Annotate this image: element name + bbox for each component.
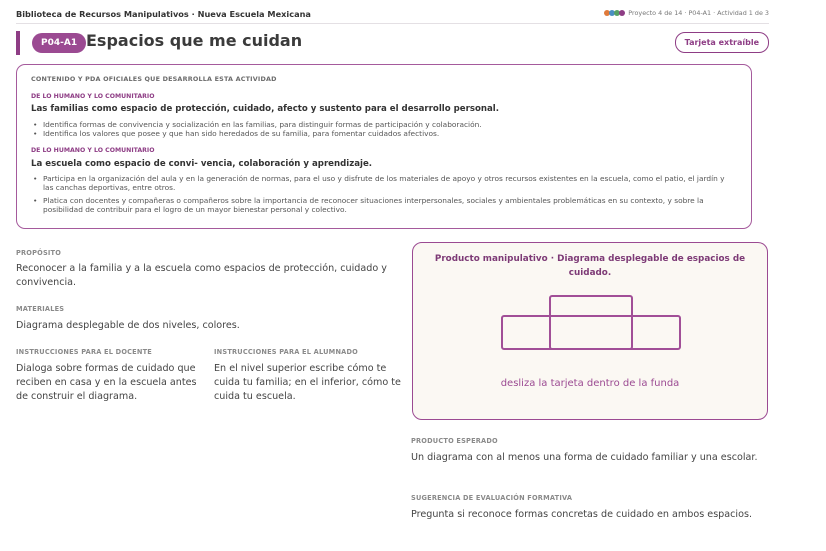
diagram-upper-level (549, 295, 633, 350)
evaluacion-label: SUGERENCIA DE EVALUACIÓN FORMATIVA (411, 494, 573, 502)
header-divider (16, 23, 769, 24)
materiales-label: MATERIALES (16, 305, 65, 313)
alumnado-text: En el nivel superior escribe cómo te cuida tu familia; en el inferior, cómo te cuida tu escuela. (214, 363, 401, 402)
producto-card-title: Producto manipulativo · Diagrama desplegable de espacios de cuidado. (434, 254, 746, 278)
producto-esperado-text: Un diagrama con al menos una forma de cuidado familiar y una escolar. (411, 452, 758, 463)
materiales-text: Diagrama desplegable de dos niveles, colores. (16, 320, 240, 331)
docente-label: INSTRUCCIONES PARA EL DOCENTE (16, 348, 153, 356)
title-accent-bar (16, 31, 20, 55)
proposito-label: PROPÓSITO (16, 249, 62, 257)
producto-esperado-label: PRODUCTO ESPERADO (411, 437, 498, 445)
pda-bullet: • Identifica formas de convivencia y socialización en las familias, para distinguir formas de participación y colaboración. (31, 120, 733, 129)
section-title: La escuela como espacio de convi- vencia, colaboración y aprendizaje. (31, 159, 373, 169)
alumnado-label: INSTRUCCIONES PARA EL ALUMNADO (214, 348, 358, 356)
progress-dot-4 (619, 10, 625, 16)
project-progress (604, 9, 769, 17)
pda-bullet: • Platica con docentes y compañeras o compañeros sobre la importancia de reconocer situaciones interpersonales, sociales y ambientales problemáticas en su contexto, y sobre la posibilidad de contribuir para el logro de un mayor bienestar personal y colectivo. (31, 196, 733, 214)
slide-hint: desliza la tarjeta dentro de la funda (500, 378, 680, 389)
section-field-label: DE LO HUMANO Y LO COMUNITARIO (31, 147, 155, 154)
section-field-label: DE LO HUMANO Y LO COMUNITARIO (31, 93, 155, 100)
docente-text: Dialoga sobre formas de cuidado que reciben en casa y en la escuela antes de construir el diagrama. (16, 363, 197, 402)
evaluacion-text: Pregunta si reconoce formas concretas de cuidado en ambos espacios. (411, 509, 753, 520)
contenido-heading: CONTENIDO Y PDA OFICIALES QUE DESARROLLA ESTA ACTIVIDAD (31, 75, 277, 83)
activity-code-badge: P04-A1 (32, 33, 86, 53)
proposito-text: Reconocer a la familia y a la escuela como espacios de protección, cuidado y convivencia. (16, 263, 387, 288)
library-title: Biblioteca de Recursos Manipulativos · Nueva Escuela Mexicana (16, 9, 311, 19)
pda-bullet: • Participa en la organización del aula y en la generación de normas, para el uso y disfrute de los materiales de apoyo y otros recursos existentes en la escuela, como el patio, el jardín y las canchas deportivas, entre otros. (31, 174, 733, 192)
contenido-pda-box (16, 64, 752, 229)
section-title: Las familias como espacio de protección, cuidado, afecto y sustento para el desarrollo personal. (31, 104, 499, 114)
pda-bullet: • Identifica los valores que posee y que han sido heredados de su familia, para fomentar cuidados afectivos. (31, 129, 733, 138)
producto-manipulativo-card[interactable] (412, 242, 768, 420)
tarjeta-extraible-badge[interactable]: Tarjeta extraíble (675, 32, 769, 53)
page-title: Espacios que me cuidan (86, 31, 303, 50)
project-progress-text: Proyecto 4 de 14 · P04-A1 · Actividad 1 de 3 (628, 9, 769, 17)
